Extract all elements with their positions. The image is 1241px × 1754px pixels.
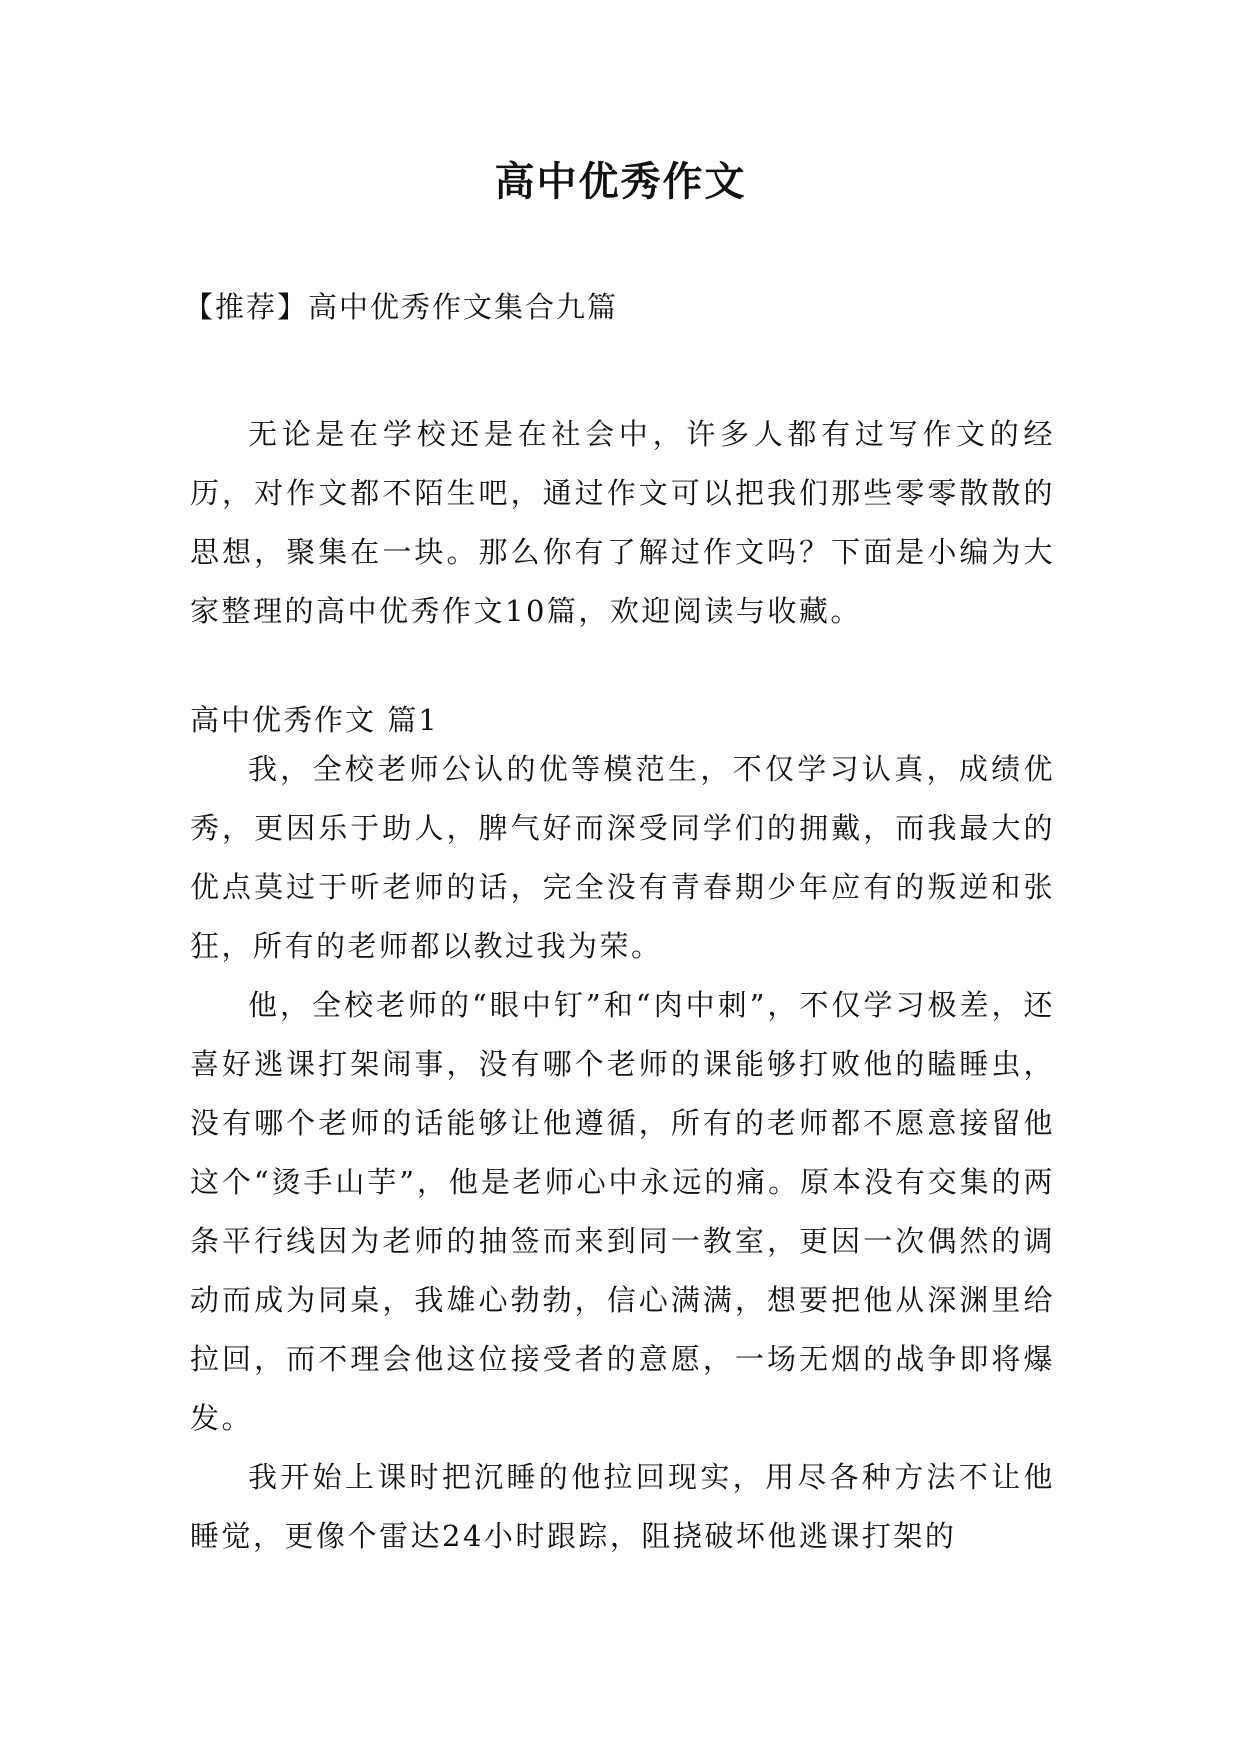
section-heading: 高中优秀作文 篇1 [190, 703, 439, 737]
essay-paragraph: 我开始上课时把沉睡的他拉回现实，用尽各种方法不让他睡觉，更像个雷达24小时跟踪，阻挠破坏他逃课打架的 [190, 1460, 1055, 1553]
essay-body [190, 740, 1055, 1566]
document-subtitle: 【推荐】高中优秀作文集合九篇 [184, 290, 619, 324]
intro-block [190, 405, 1055, 641]
intro-paragraph: 无论是在学校还是在社会中，许多人都有过写作文的经历，对作文都不陌生吧，通过作文可以把我们那些零零散散的思想，聚集在一块。那么你有了解过作文吗？下面是小编为大家整理的高中优秀作文10篇，欢迎阅读与收藏。 [190, 417, 1055, 628]
essay-paragraph: 他，全校老师的“眼中钉”和“肉中刺”，不仅学习极差，还喜好逃课打架闹事，没有哪个老师的课能够打败他的瞌睡虫，没有哪个老师的话能够让他遵循，所有的老师都不愿意接留他这个“烫手山芋”，他是老师心中永远的痛。原本没有交集的两条平行线因为老师的抽签而来到同一教室，更因一次偶然的调动而成为同桌，我雄心勃勃，信心满满，想要把他从深渊里给拉回，而不理会他这位接受者的意愿，一场无烟的战争即将爆发。 [190, 988, 1055, 1435]
essay-paragraph: 我，全校老师公认的优等模范生，不仅学习认真，成绩优秀，更因乐于助人，脾气好而深受同学们的拥戴，而我最大的优点莫过于听老师的话，完全没有青春期少年应有的叛逆和张狂，所有的老师都以教过我为荣。 [190, 752, 1055, 963]
document-title: 高中优秀作文 [494, 159, 747, 205]
